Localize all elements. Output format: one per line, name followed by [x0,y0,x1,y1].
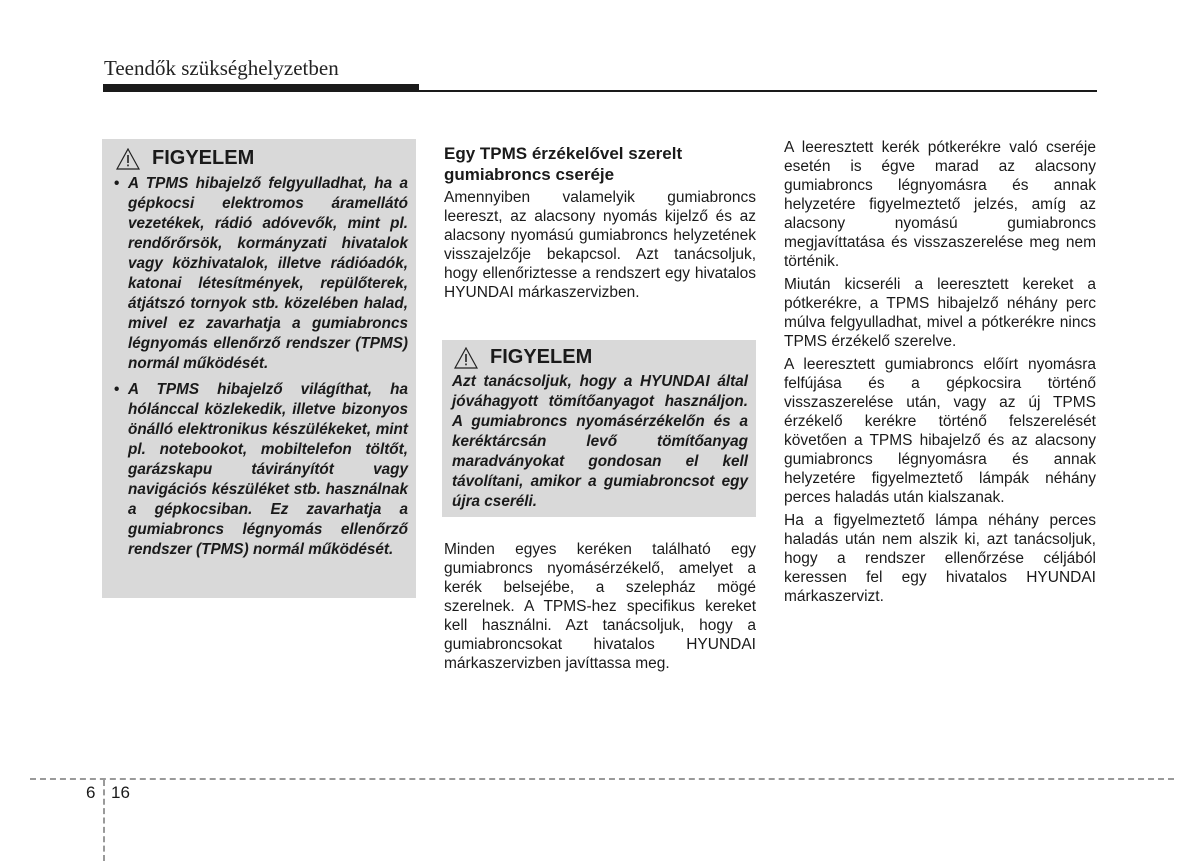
column-3 [784,138,1096,610]
warning-box-sealant [442,340,756,517]
footer-vertical-divider [103,780,105,861]
footer-divider [30,778,1174,780]
section-heading: Egy TPMS érzékelővel szerelt gumiabroncs cseréje [444,144,683,184]
warning-box-tpms-interference [102,139,416,598]
header-rule-thick [103,84,419,92]
warning-text: Azt tanácsoljuk, hogy a HYUNDAI által jóváhagyott tömítőanyagot használjon. A gumiabroncs nyomásérzékelőn és a keréktárcsán levő tömítőanyag maradványokat gondosan el kell távolítani, amikor a gumiabroncsot egy újra cseréli. [452,373,748,510]
warning-triangle-icon [454,347,478,369]
warning-list [114,174,408,560]
column-3-paragraph: Miután kicseréli a leeresztett kereket a pótkerékre, a TPMS hibajelző néhány perc múlva felgyulladhat, mivel a pótkerékre nincs TPMS érzékelő szerelve. [784,276,1096,350]
page-number: 16 [111,783,130,802]
section-body [444,540,756,673]
warning-header [454,346,748,369]
section-intro-paragraph: Amennyiben valamelyik gumiabroncs leereszt, az alacsony nyomás kijelző és az alacsony nyomású gumiabroncs helyzetének visszajelzője bekapcsol. Azt tanácsoljuk, hogy ellenőriztesse a rendszert egy hivatalos HYUNDAI márkaszervizben. [444,189,756,301]
chapter-number: 6 [86,783,96,802]
section-intro [444,188,756,302]
section-body-paragraph: Minden egyes keréken található egy gumiabroncs nyomásérzékelő, amelyet a kerék belsejébe, a szelepház mögé szerelnek. A TPMS-hez specifikus kereket kell használni. Azt tanácsoljuk, hogy a gumiabroncsokat hivatalos HYUNDAI márkaszervizben javíttassa meg. [444,541,756,672]
column-3-paragraph: A leeresztett gumiabroncs előírt nyomásra felfújása és a gépkocsira történő visszaszerelése után, vagy az új TPMS érzékelő kerékre történő felszerelését követően a TPMS hibajelző és az alacsony gumiabroncs légnyomásra és annak helyzetére figyelmeztető lámpák néhány perces haladás után kialszanak. [784,356,1096,506]
warning-header [116,147,408,170]
header-rule-thin [419,90,1097,92]
warning-title: FIGYELEM [152,147,255,169]
column-3-paragraph: A leeresztett kerék pótkerékre való cseréje esetén is égve marad az alacsony gumiabroncs légnyomásra és annak helyzetére figyelmeztető jelzés, amíg az alacsony nyomású gumiabroncs megjavíttatása és visszaszerelése meg nem történik. [784,139,1096,270]
warning-title: FIGYELEM [490,346,593,368]
column-3-paragraph: Ha a figyelmeztető lámpa néhány perces haladás után nem alszik ki, azt tanácsoljuk, hogy a rendszer ellenőrzése céljából keressen fel egy hivatalos HYUNDAI márkaszervizt. [784,512,1096,605]
warning-list-item: • A TPMS hibajelző felgyulladhat, ha a gépkocsi elektromos áramellátó vezetékek, rádió adóvevők, mint pl. rendőrőrsök, kormányzati hivatalok vagy közhivatalok, illetve rádióadók, katonai létesítmények, repülőterek, átjátszó tornyok stb. közelében halad, mivel ez zavarhatja a gumiabroncs légnyomás ellenőrző rendszer (TPMS) normál működését. [114,174,408,374]
warning-list-item: • A TPMS hibajelző világíthat, ha hólánccal közlekedik, illetve bizonyos önálló elektronikus készülékeket, mint pl. notebookot, mobiltelefon töltőt, garázskapu távirányítót vagy navigációs készüléket stb. használnak a gépkocsiban. Ez zavarhatja a gumiabroncs légnyomás ellenőrző rendszer (TPMS) normál működését. [114,380,408,560]
warning-triangle-icon [116,148,140,170]
page-header-title: Teendők szükséghelyzetben [104,56,339,80]
